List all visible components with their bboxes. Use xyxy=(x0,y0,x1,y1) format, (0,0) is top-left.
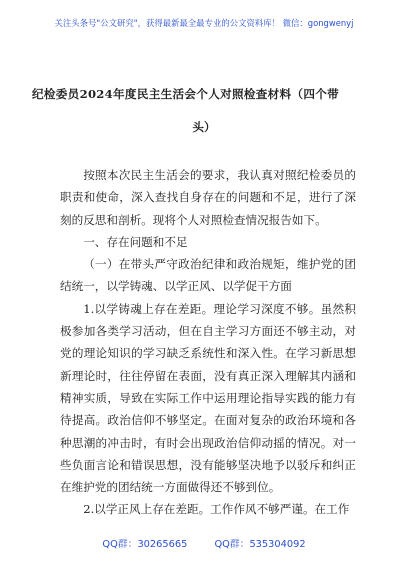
subsection-heading: （一）在带头严守政治纪律和政治规矩，维护党的团结统一，以学铸魂、以学正风、以学促干方面 xyxy=(60,257,356,294)
footer-contacts xyxy=(0,536,408,550)
paragraph-item-1: 1.以学铸魂上存在差距。理论学习深度不够。虽然积极参加各类学习活动，但在自主学习方面还不够主动，对党的理论知识的学习缺乏系统性和深入性。在学习新思想新理论时，往往停留在表面，没有真正深入理解其内涵和精神实质，导致在实际工作中运用理论指导实践的能力有待提高。政治信仰不够坚定。在面对复杂的政治环境和各种思潮的冲击时，有时会出现政治信仰动摇的情况。对一些负面言论和错误思想，没有能够坚决地予以驳斥和纠正在维护党的团结统一方面做得还不够到位。 xyxy=(60,301,356,495)
section-heading: 一、存在问题和不足 xyxy=(83,234,188,249)
document-title-continued: 头） xyxy=(192,120,216,134)
header-banner: 关注头条号"公文研究"，获得最新最全最专业的公文资料库！ 微信：gongwenyj xyxy=(54,18,354,28)
paragraph-item-2: 2.以学正风上存在差距。工作作风不够严谨。在工作 xyxy=(83,502,350,517)
document-title: 纪检委员2024年度民主生活会个人对照检查材料（四个带 xyxy=(32,87,340,101)
footer-qq-group-2: QQ群：535304092 xyxy=(214,539,306,550)
footer-qq-group-1: QQ群：30265665 xyxy=(102,539,188,550)
paragraph-intro: 按照本次民主生活会的要求，我认真对照纪检委员的职责和使命，深入查找自身存在的问题和不足，进行了深刻的反思和剖析。现将个人对照检查情况报告如下。 xyxy=(60,168,356,227)
document-body xyxy=(60,164,356,521)
